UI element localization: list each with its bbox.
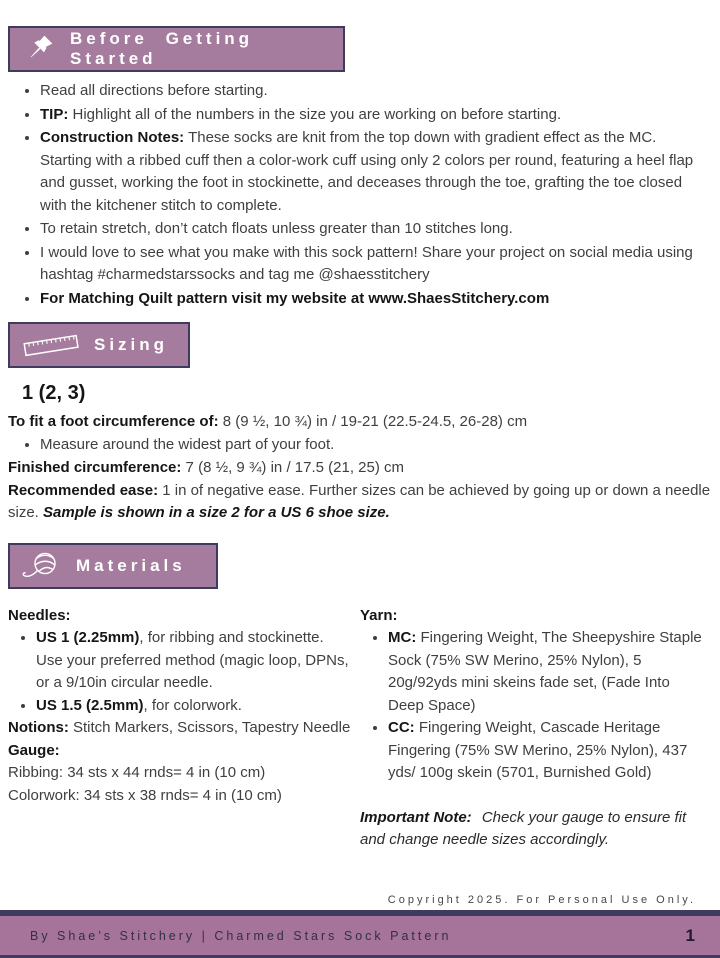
list-item xyxy=(40,80,700,103)
list-item xyxy=(40,434,702,457)
needles-list xyxy=(8,627,354,717)
sizing-bullet-list xyxy=(8,434,714,457)
section-title-materials: Materials xyxy=(76,555,186,575)
bullet-text: Highlight all of the numbers in the size you are working on before starting. xyxy=(68,105,562,123)
section-title-before: Before Getting Started xyxy=(70,29,254,68)
finished-label: Finished circumference: xyxy=(8,459,182,476)
list-item xyxy=(36,695,354,718)
finished-circumference-line xyxy=(8,457,714,480)
section-header-before-getting-started xyxy=(8,26,345,72)
list-item xyxy=(36,627,354,695)
needle-size: US 1.5 (2.5mm) xyxy=(36,696,144,714)
notions-label: Notions: xyxy=(8,719,69,736)
fit-circumference-line xyxy=(8,411,714,434)
needle-desc: , for colorwork. xyxy=(143,696,242,714)
materials-right-column xyxy=(360,605,712,852)
yarn-heading: Yarn: xyxy=(360,606,398,624)
measure-note: Measure around the widest part of your foot. xyxy=(40,435,335,453)
ease-value: 1 in of negative ease. Further sizes can be achieved by going up or down a needle size. xyxy=(8,481,711,521)
copyright-notice: Copyright 2025. For Personal Use Only. xyxy=(387,894,696,906)
sample-note: Sample is shown in a size 2 for a US 6 shoe size. xyxy=(43,504,390,521)
before-bullet-list xyxy=(0,80,712,310)
gauge-heading: Gauge: xyxy=(8,741,60,759)
important-note-text: Check your gauge to ensure fit and change needle sizes accordingly. xyxy=(360,808,687,848)
pushpin-icon xyxy=(22,32,56,66)
materials-columns xyxy=(8,605,716,852)
page-footer xyxy=(0,910,720,958)
yarn-list xyxy=(360,627,706,785)
notions-line xyxy=(8,717,360,740)
bullet-lead: For Matching Quilt pattern visit my website at www.ShaesStitchery.com xyxy=(40,289,550,307)
needle-desc: , for ribbing and stockinette. Use your preferred method (magic loop, DPNs, or a 9/10in circular needle. xyxy=(36,629,349,691)
section-title-sizing: Sizing xyxy=(94,335,169,354)
yarn-cc-desc: Fingering Weight, Cascade Heritage Fingering (75% SW Merino, 25% Nylon), 437 yds/ 100g skein (5701, Burnished Gold) xyxy=(388,719,688,781)
ease-label: Recommended ease: xyxy=(8,481,159,499)
yarn-ball-icon xyxy=(22,551,62,581)
bullet-text: These socks are knit from the top down with gradient effect as the MC. Starting with a ribbed cuff then a color-work cuff using only 2 colors per round, featuring a heel flap and gusset, working the foot in stockinette, and deceases through the toe, grafting the toe closed with the kitchener stitch to complete. xyxy=(40,129,694,214)
fit-label: To fit a foot circumference of: xyxy=(8,413,219,430)
size-options: 1 (2, 3) xyxy=(22,382,86,404)
gauge-ribbing: Ribbing: 34 sts x 44 rnds= 4 in (10 cm) xyxy=(8,764,266,781)
yarn-mc-desc: Fingering Weight, The Sheepyshire Staple Sock (75% SW Merino, 25% Nylon), 5 20g/92yds mini skeins fade set, (Fade Into Deep Space) xyxy=(388,629,702,714)
ruler-icon xyxy=(22,332,80,358)
recommended-ease-line xyxy=(8,480,714,525)
notions-value: Stitch Markers, Scissors, Tapestry Needle xyxy=(68,719,351,736)
bullet-text: I would love to see what you make with this sock pattern! Share your project on social media using hashtag #charmedstarssocks and tag me @shaesstitchery xyxy=(40,243,693,283)
important-note xyxy=(360,807,712,852)
bullet-lead: TIP: xyxy=(40,105,69,123)
list-item xyxy=(40,127,700,217)
bullet-text: To retain stretch, don’t catch floats unless greater than 10 stitches long. xyxy=(40,220,513,237)
finished-value: 7 (8 ½, 9 ¾) in / 17.5 (21, 25) cm xyxy=(181,459,404,476)
sizing-section xyxy=(8,382,714,525)
needle-size: US 1 (2.25mm) xyxy=(36,629,140,646)
list-item xyxy=(40,242,700,287)
page-number: 1 xyxy=(685,925,695,945)
section-header-materials xyxy=(8,543,218,589)
gauge-colorwork: Colorwork: 34 sts x 38 rnds= 4 in (10 cm) xyxy=(8,786,282,804)
important-note-label: Important Note: xyxy=(360,808,472,826)
yarn-cc-label: CC: xyxy=(388,719,415,736)
footer-bar xyxy=(0,916,720,955)
list-item xyxy=(388,627,706,717)
yarn-mc-label: MC: xyxy=(388,629,417,646)
list-item xyxy=(40,288,700,311)
section-header-sizing xyxy=(8,322,190,368)
list-item xyxy=(40,104,700,127)
bullet-lead: Construction Notes: xyxy=(40,129,185,146)
list-item xyxy=(388,717,706,785)
footer-credit: By Shae’s Stitchery | Charmed Stars Sock Pattern xyxy=(30,928,452,943)
needles-heading: Needles: xyxy=(8,606,71,624)
bullet-text: Read all directions before starting. xyxy=(40,82,268,99)
list-item xyxy=(40,218,700,241)
materials-left-column xyxy=(8,605,360,852)
fit-value: 8 (9 ½, 10 ¾) in / 19-21 (22.5-24.5, 26-28) cm xyxy=(218,413,528,430)
